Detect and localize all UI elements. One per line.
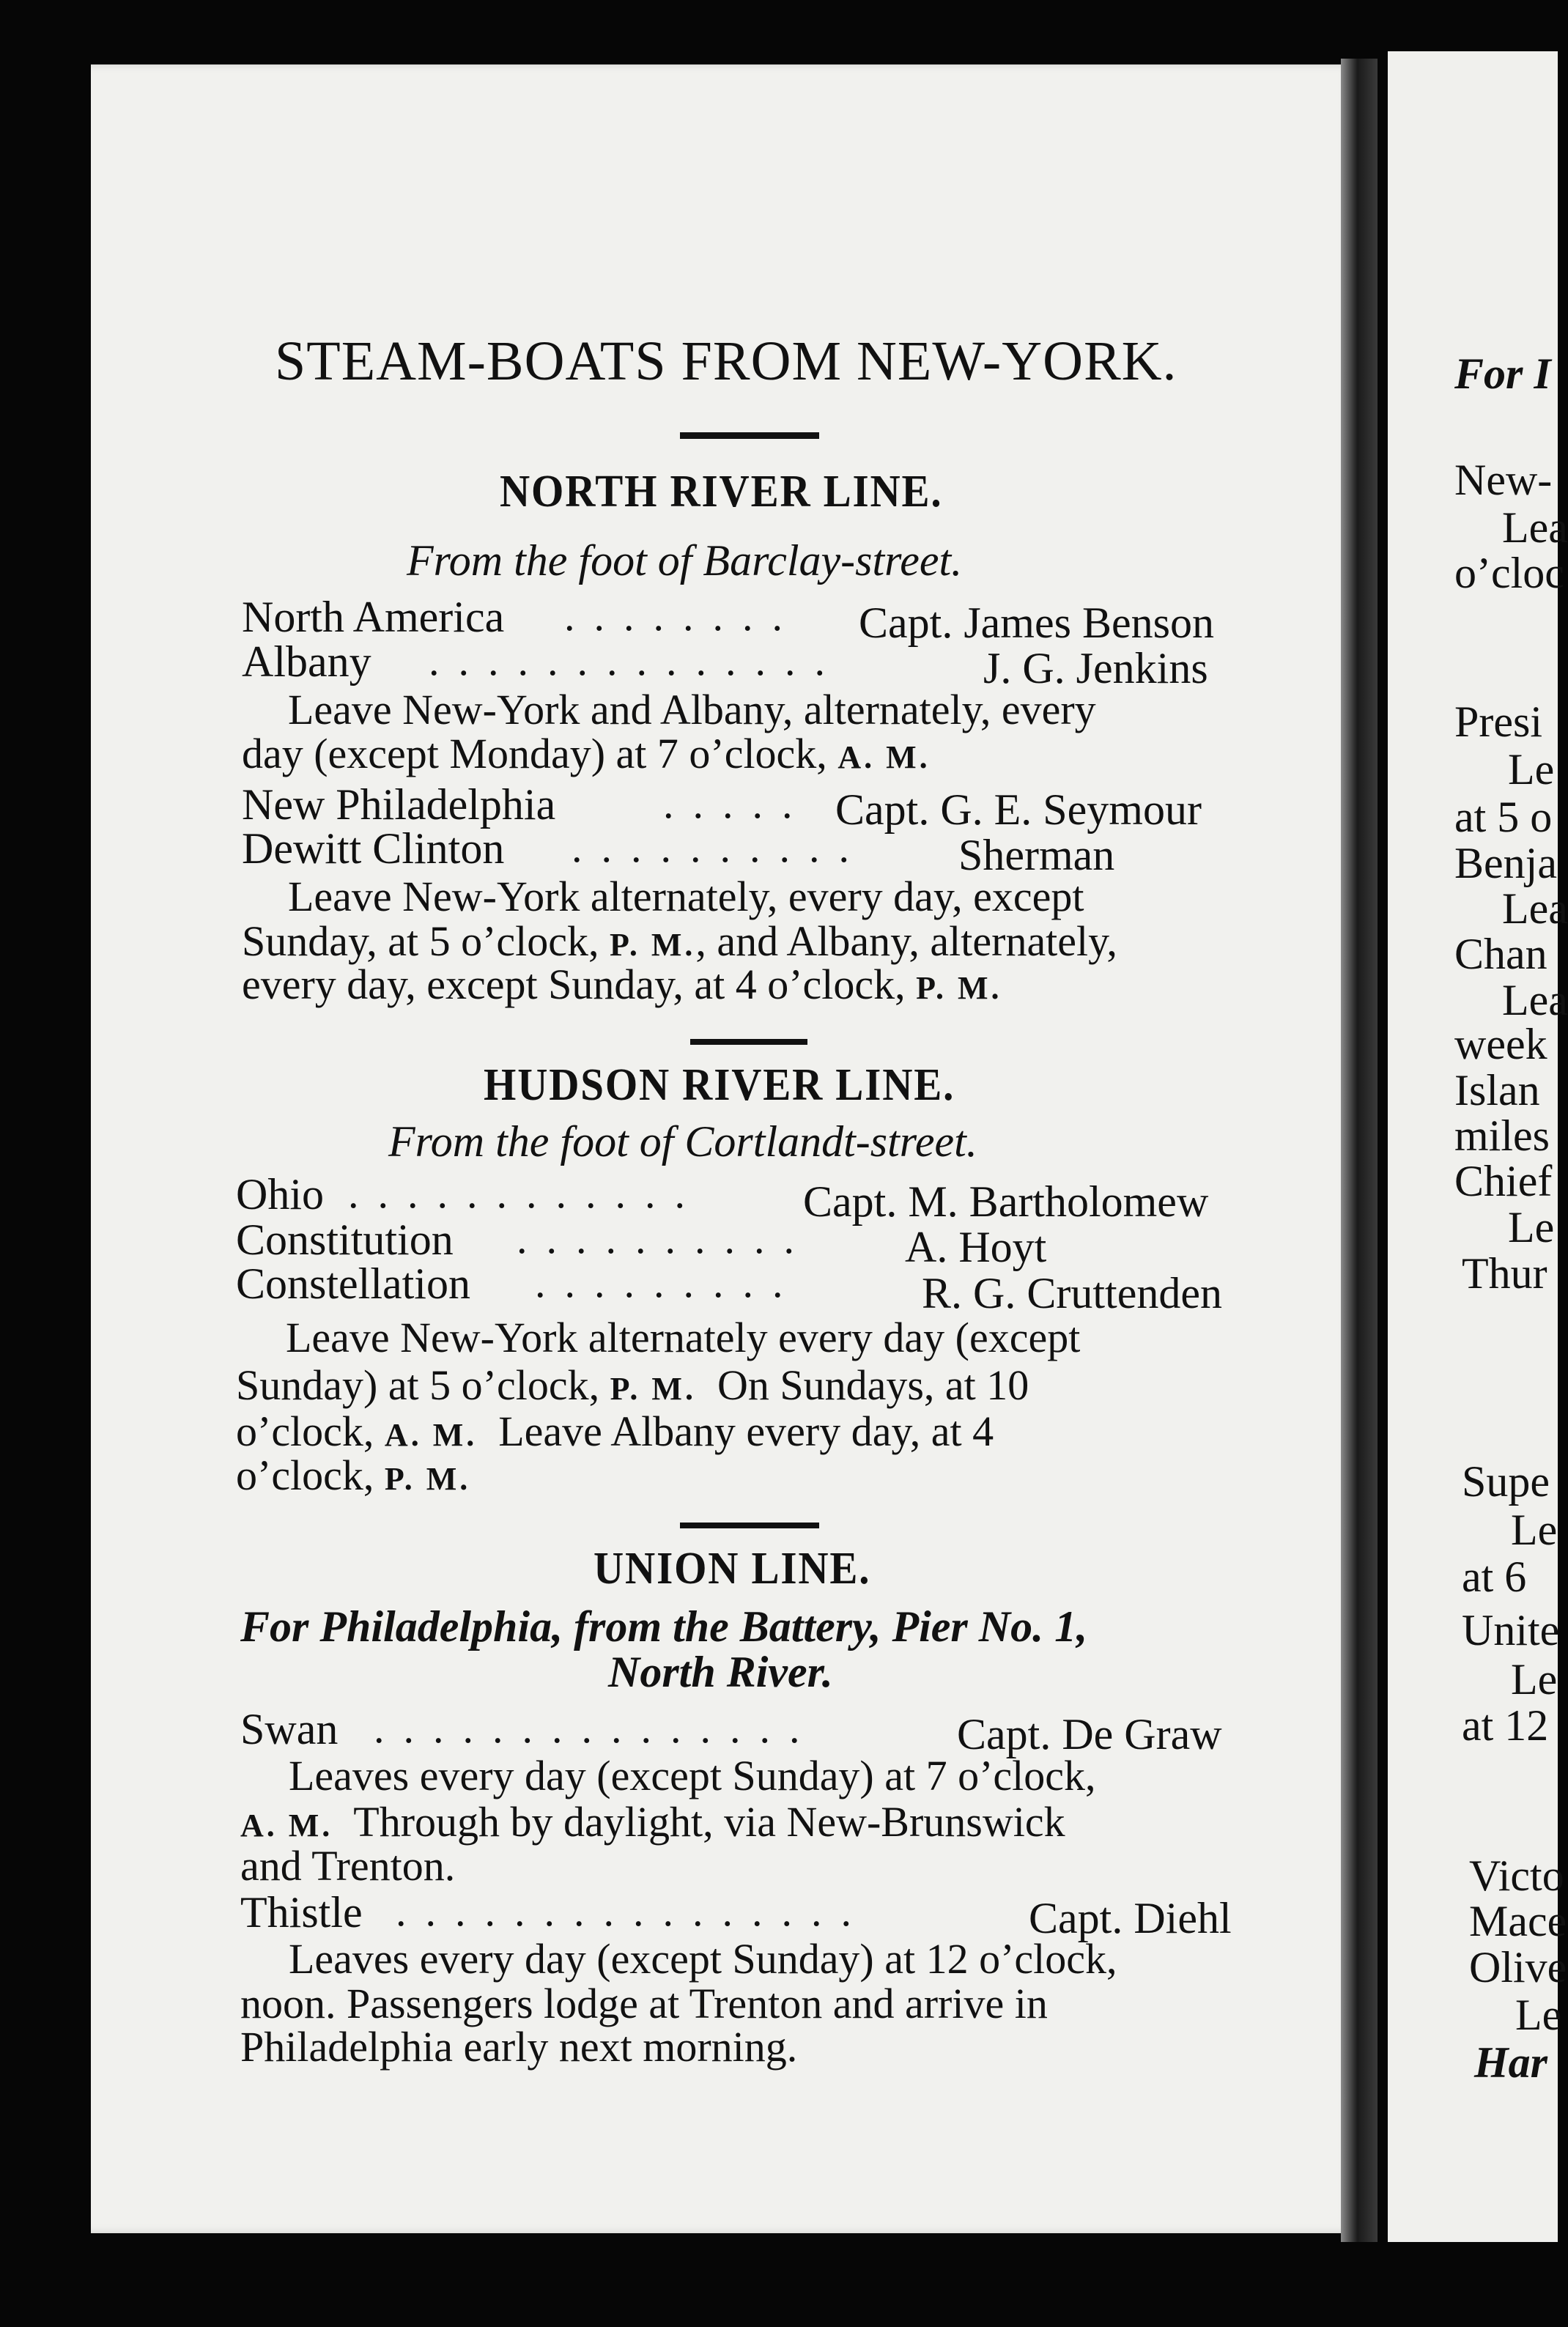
dot-leader: ................ <box>396 1887 870 1935</box>
right-fragment: For I <box>1454 349 1551 398</box>
book-gutter <box>1341 59 1377 2242</box>
north-para2-text: every day, except Sunday, at 4 o’clock, <box>242 961 906 1008</box>
hudson-para-line1: Leave New-York alternately every day (except <box>286 1314 1081 1361</box>
boat-dewitt-clinton: Dewitt Clinton <box>242 824 505 873</box>
right-fragment: Lea <box>1502 884 1568 933</box>
boat-swan: Swan <box>240 1705 339 1753</box>
right-fragment: Victo <box>1469 1851 1564 1900</box>
hudson-heading: HUDSON RIVER LINE. <box>484 1060 955 1110</box>
hudson-para-text: o’clock, <box>236 1407 374 1455</box>
boat-thistle: Thistle <box>240 1888 363 1936</box>
right-fragment: Lea <box>1502 503 1568 552</box>
title-rule <box>680 432 819 439</box>
right-fragment: at 12 <box>1462 1701 1549 1750</box>
right-fragment: Chief <box>1454 1157 1553 1205</box>
right-fragment: Mace <box>1469 1897 1567 1945</box>
dot-leader: ............... <box>374 1704 819 1752</box>
dot-leader: ............ <box>348 1169 704 1217</box>
right-fragment: Le <box>1511 1655 1558 1703</box>
right-fragment: Le <box>1508 745 1555 793</box>
boat-constellation: Constellation <box>236 1259 470 1308</box>
right-fragment: at 6 <box>1462 1553 1527 1601</box>
time-pm: P. M. <box>610 927 696 963</box>
right-fragment: Lea <box>1502 976 1568 1024</box>
right-fragment: Unite <box>1462 1606 1560 1654</box>
boat-north-america: North America <box>242 593 505 641</box>
time-am: A. M. <box>240 1808 333 1843</box>
time-pm: P. M. <box>916 970 1002 1006</box>
union-para2-line1: Leaves every day (except Sunday) at 12 o’clock, <box>289 1935 1117 1983</box>
time-pm: P. M. <box>610 1371 696 1407</box>
union-para1-line3: and Trenton. <box>240 1842 456 1890</box>
right-fragment: Presi <box>1454 698 1542 746</box>
section-rule <box>680 1523 819 1528</box>
right-fragment: Le <box>1508 1203 1555 1251</box>
right-fragment: at 5 o <box>1454 793 1553 841</box>
right-fragment: o’cloc <box>1454 549 1564 597</box>
page-title: STEAM-BOATS FROM NEW-YORK. <box>275 330 1177 392</box>
hudson-para-line2 <box>236 1361 1029 1409</box>
union-para2-line2: noon. Passengers lodge at Trenton and arrive in <box>240 1980 1048 2027</box>
right-fragment: Thur <box>1462 1249 1547 1298</box>
boat-albany: Albany <box>242 637 371 686</box>
time-am: A. M. <box>837 739 931 775</box>
union-para1-line1: Leaves every day (except Sunday) at 7 o’clock, <box>289 1752 1096 1799</box>
right-fragment: New- <box>1454 456 1553 504</box>
right-fragment: week <box>1454 1020 1547 1068</box>
hudson-from: From the foot of Cortlandt-street. <box>388 1117 977 1166</box>
union-para1-text: Through by daylight, via New-Brunswick <box>353 1798 1065 1846</box>
north-para2-line2 <box>242 917 1117 965</box>
time-am: A. M. <box>384 1417 478 1453</box>
union-para1-line2 <box>240 1798 1065 1846</box>
right-fragment: Le <box>1515 1991 1562 2039</box>
right-fragment: Chan <box>1454 930 1547 978</box>
boat-constitution: Constitution <box>236 1216 454 1264</box>
captain-hoyt: A. Hoyt <box>905 1223 1047 1271</box>
hudson-para-line4 <box>236 1451 471 1499</box>
hudson-para-text-cont: On Sundays, at 10 <box>717 1361 1029 1409</box>
right-fragment: Olive <box>1469 1943 1567 1991</box>
right-fragment: Har <box>1474 2038 1548 2087</box>
captain-diehl: Capt. Diehl <box>1029 1894 1232 1942</box>
dot-leader: ........ <box>564 592 802 640</box>
dot-leader: .......... <box>572 824 868 871</box>
right-fragment: Supe <box>1462 1457 1550 1506</box>
boat-ohio: Ohio <box>236 1170 324 1218</box>
right-fragment: Islan <box>1454 1066 1540 1114</box>
north-para2-text: Sunday, at 5 o’clock, <box>242 917 599 965</box>
north-from: From the foot of Barclay-street. <box>407 536 963 585</box>
hudson-para-text: o’clock, <box>236 1451 374 1499</box>
time-pm: P. M. <box>384 1461 471 1497</box>
hudson-para-text: Sunday) at 5 o’clock, <box>236 1361 600 1409</box>
union-para2-line3: Philadelphia early next morning. <box>240 2023 798 2071</box>
dot-leader: .............. <box>429 637 844 684</box>
section-rule <box>690 1039 807 1045</box>
dot-leader: ......... <box>535 1259 802 1306</box>
north-para1-text: day (except Monday) at 7 o’clock, <box>242 730 827 777</box>
captain-bartholomew: Capt. M. Bartholomew <box>803 1177 1209 1226</box>
north-para2-line1: Leave New-York alternately, every day, except <box>288 873 1084 920</box>
north-para1-line2 <box>242 730 931 777</box>
hudson-para-line3 <box>236 1407 994 1455</box>
union-heading: UNION LINE. <box>593 1544 871 1594</box>
captain-cruttenden: R. G. Cruttenden <box>922 1269 1222 1317</box>
captain-de-graw: Capt. De Graw <box>957 1710 1222 1758</box>
captain-seymour: Capt. G. E. Seymour <box>835 785 1202 834</box>
north-heading: NORTH RIVER LINE. <box>500 467 943 517</box>
hudson-para-text-cont: Leave Albany every day, at 4 <box>498 1407 994 1455</box>
north-para2-line3 <box>242 963 1002 1006</box>
union-from-line2: North River. <box>608 1648 833 1696</box>
boat-new-philadelphia: New Philadelphia <box>242 780 556 829</box>
captain-benson: Capt. James Benson <box>859 599 1214 647</box>
north-para2-text-cont: , and Albany, alternately, <box>695 917 1117 965</box>
right-fragment: miles <box>1454 1111 1550 1160</box>
captain-jenkins: J. G. Jenkins <box>983 644 1208 692</box>
captain-sherman: Sherman <box>958 831 1115 879</box>
right-fragment: Le <box>1511 1506 1558 1554</box>
dot-leader: .......... <box>517 1215 813 1262</box>
dot-leader: ..... <box>663 780 812 827</box>
union-from-line1: For Philadelphia, from the Battery, Pier No. 1, <box>240 1602 1088 1651</box>
right-fragment: Benja <box>1454 839 1557 887</box>
north-para1-line1: Leave New-York and Albany, alternately, every <box>288 686 1096 733</box>
